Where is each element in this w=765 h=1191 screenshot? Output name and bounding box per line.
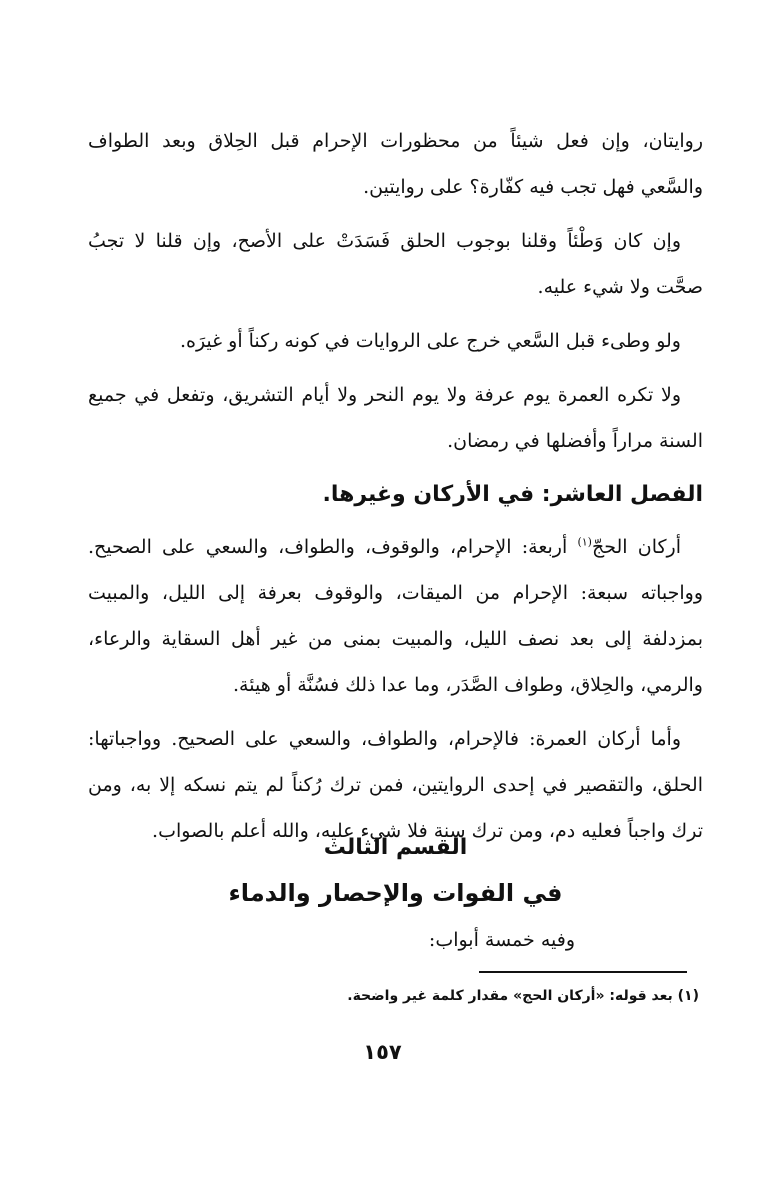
part-intro: وفيه خمسة أبواب: [428,929,575,951]
paragraph-2: وإن كان وَطْئاً وقلنا بوجوب الحلق فَسَدَتْ على الأصح، وإن قلنا لا تجبُ صحَّت ولا شيء عليه. [88,230,703,298]
arkan-paragraph-rest: أربعة: الإحرام، والوقوف، والطواف، والسعي على الصحيح. وواجباته سبعة: الإحرام من الميقات، والوقوف بعرفة إلى الليل، والمبيت بمزدلفة إلى بعد نصف الليل، والمبيت بمنى من غير أهل السقاية والرعاء، والرمي، والحِلاق، وطواف الصَّدَر، وما عدا ذلك فسُنَّة أو هيئة. [88,536,703,696]
page-number: ١٥٧ [363,1040,402,1064]
footnote-reference: (١) [577,535,592,549]
arkan-paragraph [88,524,703,708]
paragraph-4: ولا تكره العمرة يوم عرفة ولا يوم النحر ولا أيام التشريق، وتفعل في جميع السنة مراراً وأفضلها في رمضان. [88,384,703,452]
umrah-paragraph: وأما أركان العمرة: فالإحرام، والطواف، والسعي على الصحيح. وواجباتها: الحلق، والتقصير في إحدى الروايتين، فمن ترك رُكناً لم يتم نسكه إلا به، ومن ترك واجباً فعليه دم، ومن ترك سنة فلا شيء عليه، والله أعلم بالصواب. [88,728,703,842]
footnote: (١) بعد قوله: «أركان الحج» مقدار كلمة غير واضحة. [347,988,699,1004]
footnote-divider [479,971,687,973]
arkan-paragraph-start: أركان الحجّ [591,536,681,558]
main-text [88,118,703,862]
section-heading: الفصل العاشر: في الأركان وغيرها. [322,482,703,507]
paragraph-3: ولو وطىء قبل السَّعي خرج على الروايات في كونه ركناً أو غيرَه. [179,330,681,352]
paragraph-1: روايتان، وإن فعل شيئاً من محظورات الإحرام قبل الحِلاق وبعد الطواف والسَّعي فهل تجب فيه كفّارة؟ على روايتين. [88,130,703,198]
part-subtitle: في الفوات والإحصار والدماء [228,879,563,907]
part-title: القسم الثالث [323,835,468,860]
